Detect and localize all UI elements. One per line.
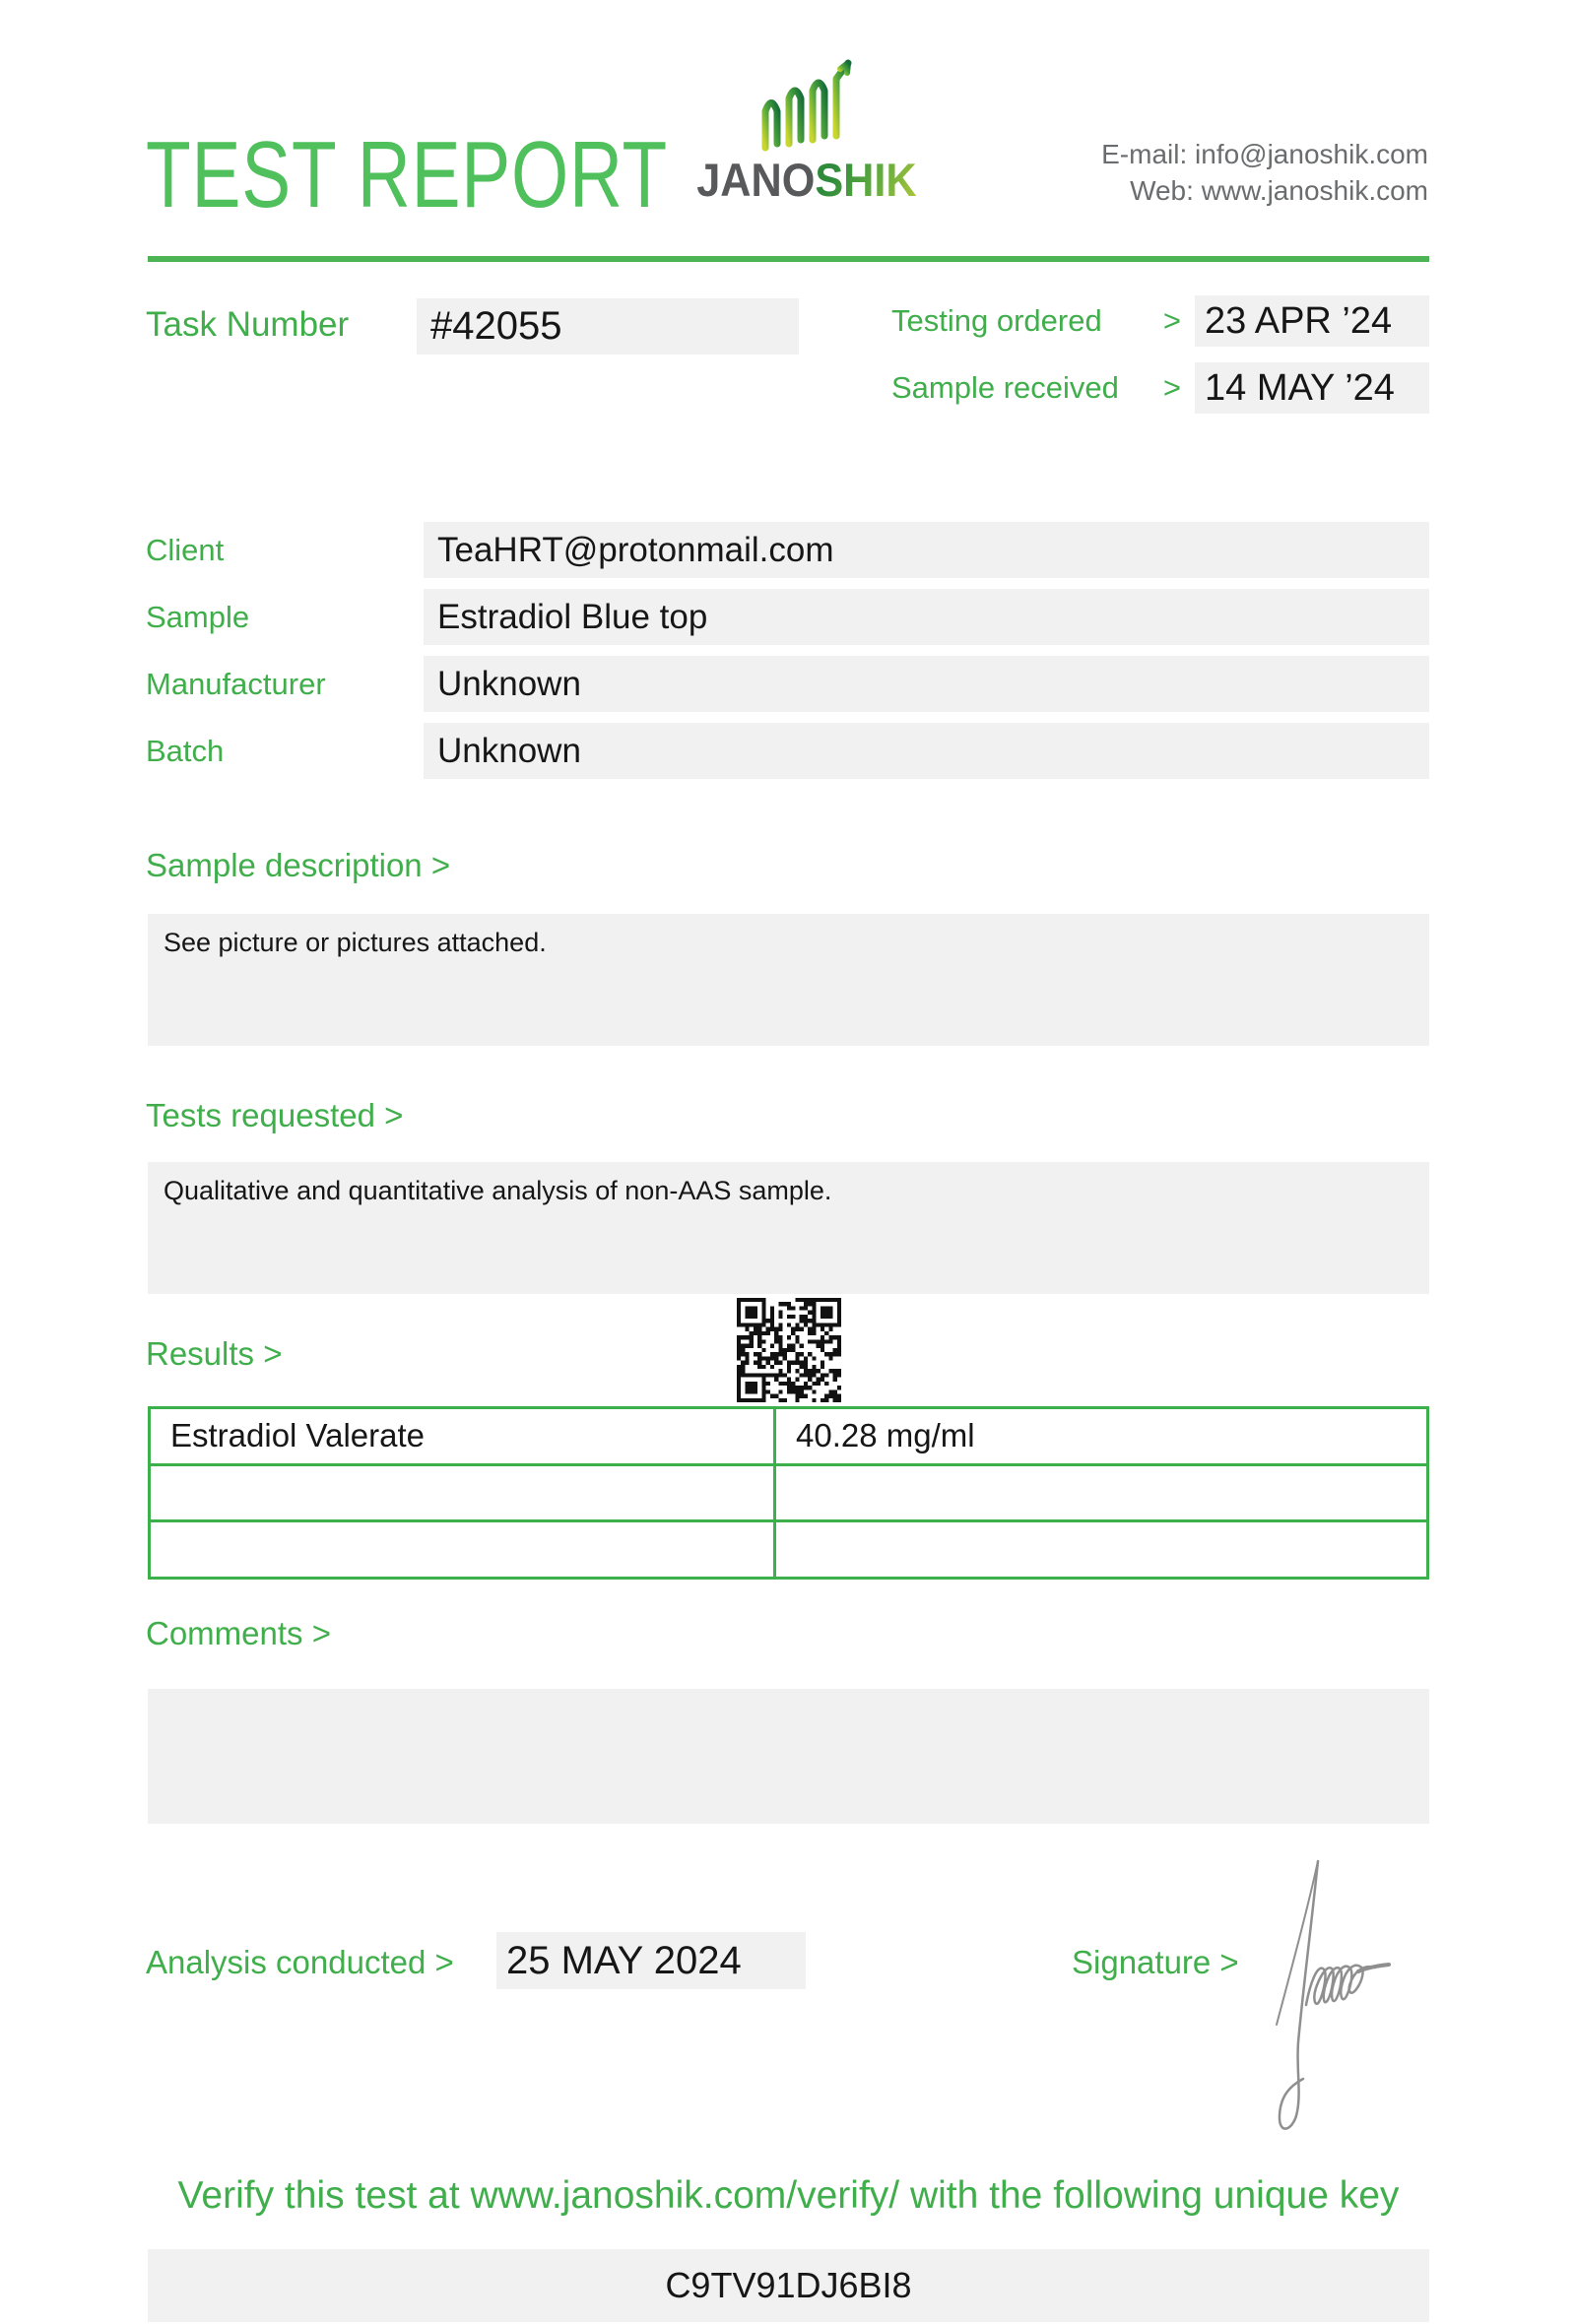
logo-text-shik: SHIK [815,154,917,206]
verify-key: C9TV91DJ6BI8 [148,2249,1429,2322]
batch-value: Unknown [424,723,1429,779]
sample-received-label: Sample received [891,370,1119,405]
client-value: TeaHRT@protonmail.com [424,522,1429,578]
result-value-cell: 40.28 mg/ml [776,1409,1426,1463]
result-substance-cell [151,1522,773,1577]
results-heading: Results > [146,1335,283,1372]
janoshik-logo [688,57,917,206]
sample-label: Sample [146,600,250,634]
sample-received-arrow: > [1162,370,1181,405]
logo-wordmark [696,154,917,206]
page-title: TEST REPORT [146,122,669,227]
contact-email: E-mail: info@janoshik.com [1101,139,1428,169]
testing-ordered-date: 23 APR ’24 [1195,295,1429,347]
contact-info [1101,136,1428,209]
result-substance-cell [151,1466,773,1520]
testing-ordered-row [891,295,1429,347]
testing-ordered-arrow: > [1162,303,1181,338]
client-label: Client [146,533,225,567]
sample-description-heading: Sample description > [146,847,451,883]
signature-image [1267,1849,1483,2164]
logo-text-jano: JANO [696,154,816,206]
result-value-cell [776,1466,1426,1520]
tests-requested-heading: Tests requested > [146,1097,404,1133]
batch-label: Batch [146,734,225,768]
manufacturer-label: Manufacturer [146,667,326,701]
results-table [148,1406,1429,1580]
sample-value: Estradiol Blue top [424,589,1429,645]
sample-received-date: 14 MAY ’24 [1195,362,1429,414]
analysis-conducted-label: Analysis conducted > [146,1944,454,1980]
sample-description-box: See picture or pictures attached. [148,914,1429,1046]
verify-instruction: Verify this test at www.janoshik.com/verify/ with the following unique key [177,2174,1400,2217]
task-number-label: Task Number [146,305,350,344]
sample-received-row [891,362,1429,414]
contact-web: Web: www.janoshik.com [1130,175,1428,206]
comments-box [148,1689,1429,1824]
qr-code [737,1298,841,1402]
testing-ordered-label: Testing ordered [891,303,1102,338]
comments-heading: Comments > [146,1615,331,1651]
task-number-value: #42055 [417,298,799,355]
result-substance-cell: Estradiol Valerate [151,1409,773,1463]
growth-chart-icon [736,57,866,156]
manufacturer-value: Unknown [424,656,1429,712]
tests-requested-box: Qualitative and quantitative analysis of non-AAS sample. [148,1162,1429,1294]
analysis-conducted-date: 25 MAY 2024 [496,1932,806,1989]
result-value-cell [776,1522,1426,1577]
header-divider [148,256,1429,262]
signature-label: Signature > [1072,1944,1239,1980]
